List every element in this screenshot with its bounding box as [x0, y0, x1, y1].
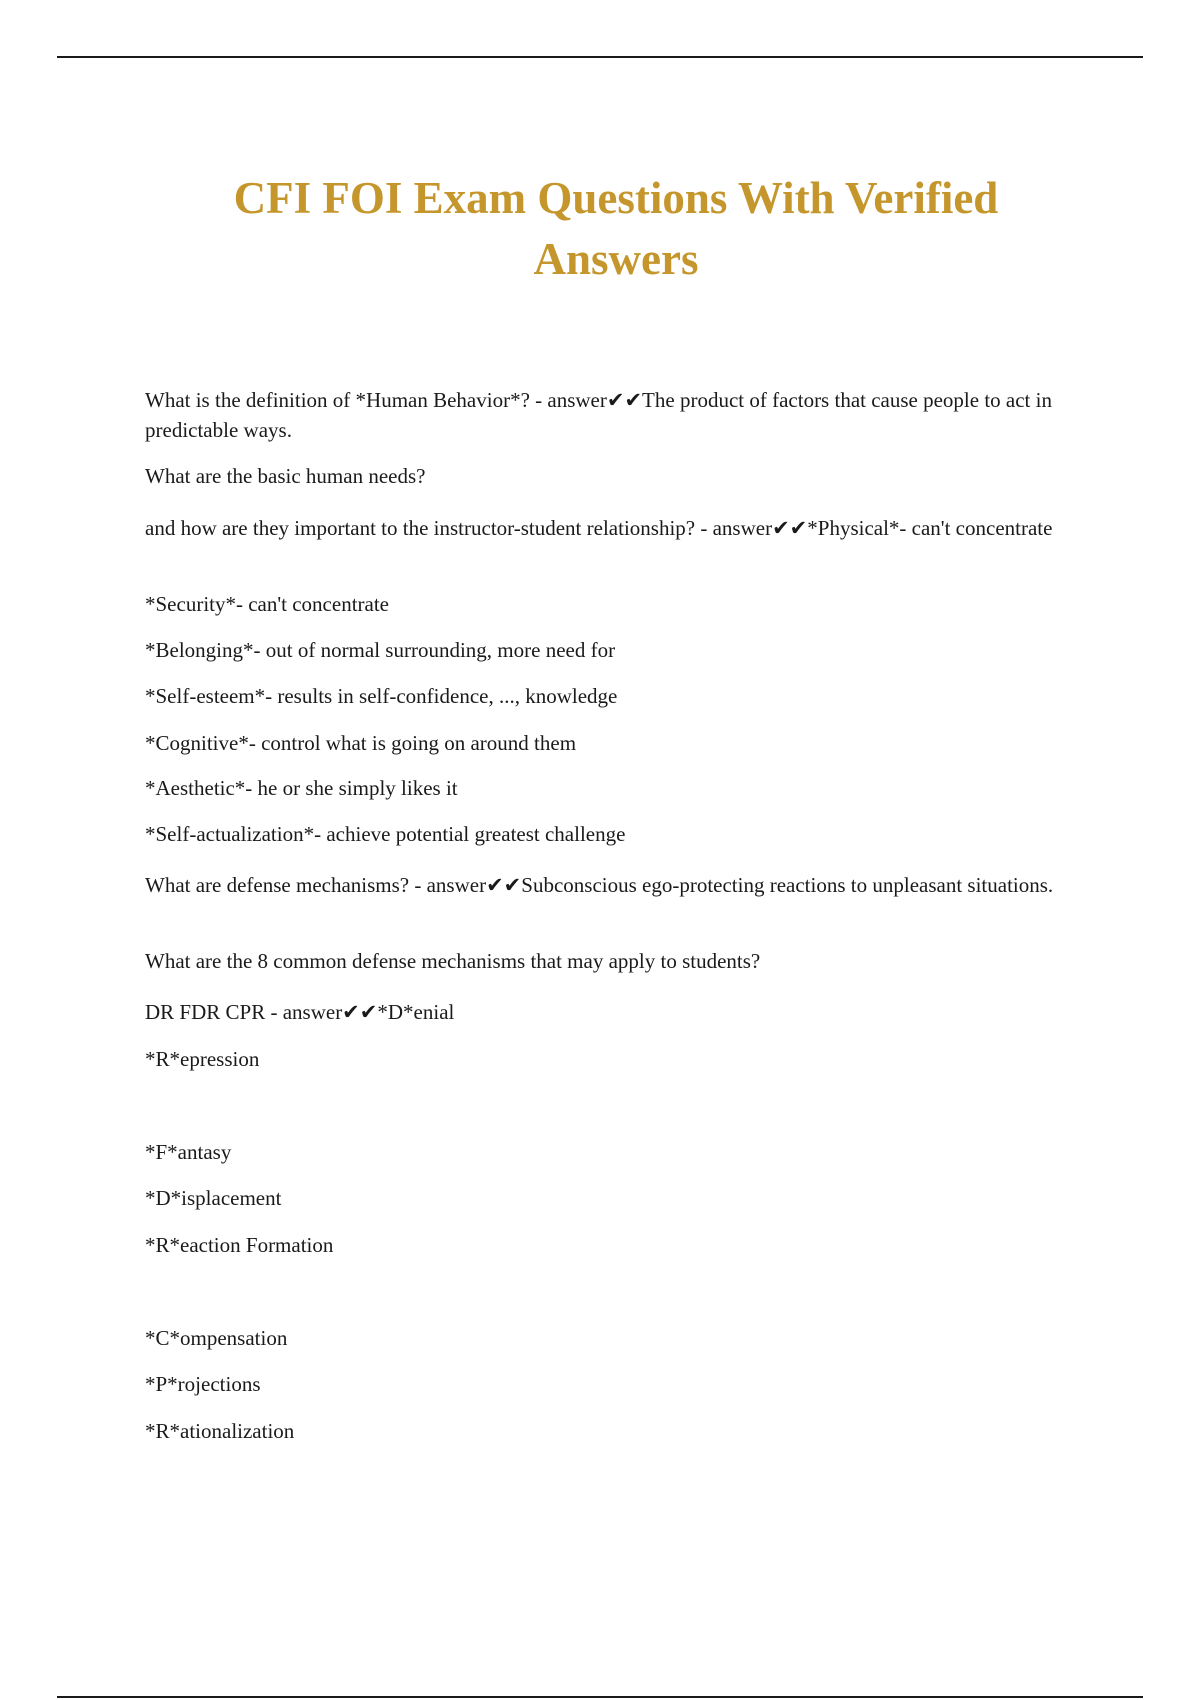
bottom-rule — [57, 1696, 1143, 1698]
top-rule — [57, 56, 1143, 58]
question-human-behavior: What is the definition of *Human Behavior*? - answer✔✔The product of factors that cause people to act in predictable ways. — [145, 388, 1052, 442]
question-defense-mechanisms: What are defense mechanisms? - answer✔✔Subconscious ego-protecting reactions to unpleasant situations. — [145, 873, 1054, 897]
title-line-1: CFI FOI Exam Questions With Verified — [233, 173, 999, 223]
list-item-compensation: *C*ompensation — [145, 1326, 288, 1350]
mnemonic-answer-denial: DR FDR CPR - answer✔✔*D*enial — [145, 1000, 455, 1024]
list-item-self-actualization: *Self-actualization*- achieve potential greatest challenge — [145, 822, 626, 846]
list-item-displacement: *D*isplacement — [145, 1186, 282, 1210]
list-item-aesthetic: *Aesthetic*- he or she simply likes it — [145, 776, 458, 800]
list-item-projections: *P*rojections — [145, 1372, 261, 1396]
title-line-2: Answers — [533, 234, 699, 284]
document-title — [0, 168, 1200, 290]
list-item-cognitive: *Cognitive*- control what is going on around them — [145, 731, 577, 755]
list-item-reaction-formation: *R*eaction Formation — [145, 1233, 334, 1257]
list-item-fantasy: *F*antasy — [145, 1140, 232, 1164]
question-basic-needs-answer: and how are they important to the instructor-student relationship? - answer✔✔*Physical*- can't concentrate — [145, 516, 1053, 540]
list-item-security: *Security*- can't concentrate — [145, 592, 390, 616]
list-item-repression: *R*epression — [145, 1047, 260, 1071]
list-item-belonging: *Belonging*- out of normal surrounding, more need for — [145, 638, 616, 662]
list-item-rationalization: *R*ationalization — [145, 1419, 295, 1443]
list-item-self-esteem: *Self-esteem*- results in self-confidence, ..., knowledge — [145, 684, 618, 708]
question-basic-needs: What are the basic human needs? — [145, 464, 426, 488]
question-eight-mechanisms: What are the 8 common defense mechanisms that may apply to students? — [145, 949, 761, 973]
